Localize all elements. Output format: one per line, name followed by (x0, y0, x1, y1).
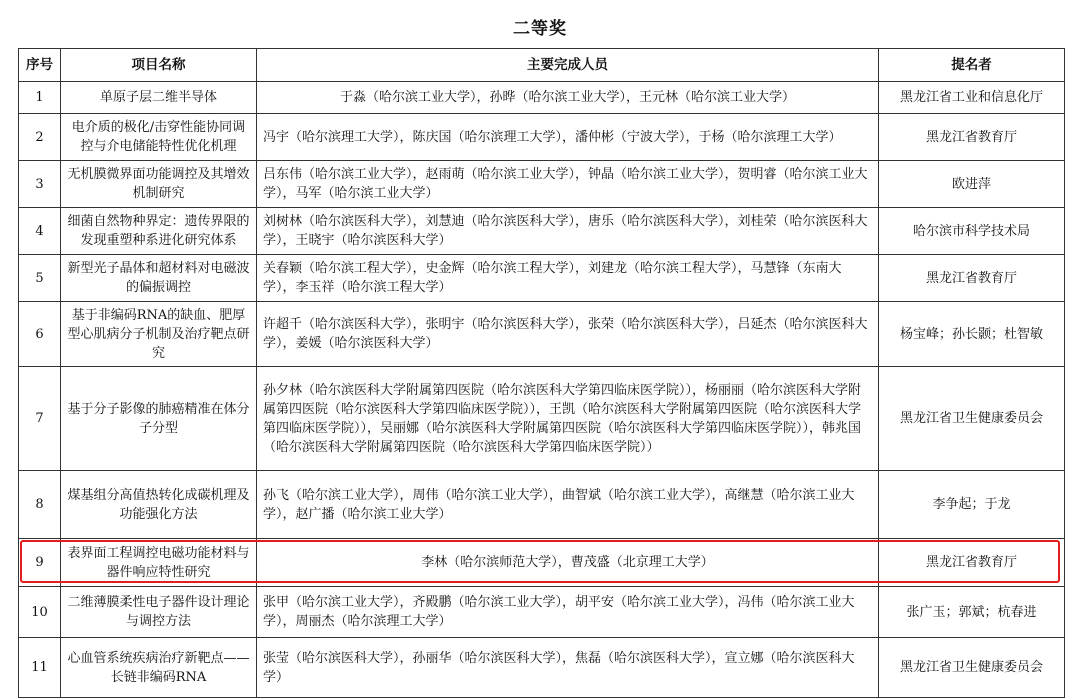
row-nominator: 黑龙江省教育厅 (879, 539, 1065, 587)
row-index: 2 (19, 114, 61, 161)
row-index: 10 (19, 587, 61, 638)
row-nominator: 哈尔滨市科学技术局 (879, 208, 1065, 255)
row-index: 5 (19, 255, 61, 302)
table-row (19, 638, 1065, 698)
row-members: 许超千（哈尔滨医科大学），张明宇（哈尔滨医科大学），张荣（哈尔滨医科大学），吕延杰（哈尔滨医科大学），姜媛（哈尔滨医科大学） (257, 302, 879, 367)
row-nominator: 黑龙江省卫生健康委员会 (879, 367, 1065, 471)
row-index: 6 (19, 302, 61, 367)
row-index: 7 (19, 367, 61, 471)
row-project: 基于分子影像的肺癌精准在体分子分型 (61, 367, 257, 471)
header-members: 主要完成人员 (257, 49, 879, 82)
page-title: 二等奖 (513, 19, 567, 39)
row-nominator: 李争起；于龙 (879, 471, 1065, 539)
row-project: 电介质的极化/击穿性能协同调控与介电储能特性优化机理 (61, 114, 257, 161)
table-row (19, 587, 1065, 638)
row-nominator: 黑龙江省教育厅 (879, 255, 1065, 302)
table-row (19, 367, 1065, 471)
row-project: 煤基组分高值热转化成碳机理及功能强化方法 (61, 471, 257, 539)
header-nominator: 提名者 (879, 49, 1065, 82)
row-nominator: 黑龙江省工业和信息化厅 (879, 82, 1065, 114)
table-row (19, 208, 1065, 255)
row-members: 冯宇（哈尔滨理工大学），陈庆国（哈尔滨理工大学），潘仲彬（宁波大学），于杨（哈尔滨理工大学） (257, 114, 879, 161)
row-members: 孙夕林（哈尔滨医科大学附属第四医院（哈尔滨医科大学第四临床医学院）），杨丽丽（哈尔滨医科大学附属第四医院（哈尔滨医科大学第四临床医学院）），王凯（哈尔滨医科大学附属第四医院（哈尔滨医科大学第四临床医学院）），吴丽娜（哈尔滨医科大学附属第四医院（哈尔滨医科大学第四临床医学院）），韩兆国（哈尔滨医科大学附属第四医院（哈尔滨医科大学第四临床医学院）） (257, 367, 879, 471)
table-row (19, 539, 1065, 587)
row-members: 李林（哈尔滨师范大学），曹茂盛（北京理工大学） (257, 539, 879, 587)
table-header-row (19, 49, 1065, 82)
header-project: 项目名称 (61, 49, 257, 82)
row-index: 11 (19, 638, 61, 698)
row-members: 关春颖（哈尔滨工程大学），史金辉（哈尔滨工程大学），刘建龙（哈尔滨工程大学），马慧锋（东南大学），李玉祥（哈尔滨工程大学） (257, 255, 879, 302)
row-project: 细菌自然物种界定：遗传界限的发现重塑种系进化研究体系 (61, 208, 257, 255)
row-nominator: 张广玉；郭斌；杭春进 (879, 587, 1065, 638)
row-project: 无机膜微界面功能调控及其增效机制研究 (61, 161, 257, 208)
row-members: 张甲（哈尔滨工业大学），齐殿鹏（哈尔滨工业大学），胡平安（哈尔滨工业大学），冯伟（哈尔滨工业大学），周丽杰（哈尔滨理工大学） (257, 587, 879, 638)
row-project: 表界面工程调控电磁功能材料与器件响应特性研究 (61, 539, 257, 587)
row-index: 3 (19, 161, 61, 208)
table-row (19, 302, 1065, 367)
row-project: 基于非编码RNA的缺血、肥厚型心肌病分子机制及治疗靶点研究 (61, 302, 257, 367)
row-project: 心血管系统疾病治疗新靶点——长链非编码RNA (61, 638, 257, 698)
row-members: 孙飞（哈尔滨工业大学），周伟（哈尔滨工业大学），曲智斌（哈尔滨工业大学），高继慧（哈尔滨工业大学），赵广播（哈尔滨工业大学） (257, 471, 879, 539)
row-members: 于淼（哈尔滨工业大学），孙晔（哈尔滨工业大学），王元林（哈尔滨工业大学） (257, 82, 879, 114)
row-nominator: 欧进萍 (879, 161, 1065, 208)
table-row (19, 161, 1065, 208)
row-project: 新型光子晶体和超材料对电磁波的偏振调控 (61, 255, 257, 302)
table-row (19, 255, 1065, 302)
header-index: 序号 (19, 49, 61, 82)
row-nominator: 黑龙江省教育厅 (879, 114, 1065, 161)
row-index: 8 (19, 471, 61, 539)
row-index: 4 (19, 208, 61, 255)
row-members: 刘树林（哈尔滨医科大学），刘慧迪（哈尔滨医科大学），唐乐（哈尔滨医科大学），刘桂荣（哈尔滨医科大学），王晓宇（哈尔滨医科大学） (257, 208, 879, 255)
row-project: 单原子层二维半导体 (61, 82, 257, 114)
row-members: 张莹（哈尔滨医科大学），孙丽华（哈尔滨医科大学），焦磊（哈尔滨医科大学），宣立娜（哈尔滨医科大学） (257, 638, 879, 698)
row-nominator: 杨宝峰；孙长颢；杜智敏 (879, 302, 1065, 367)
row-index: 1 (19, 82, 61, 114)
row-index: 9 (19, 539, 61, 587)
row-nominator: 黑龙江省卫生健康委员会 (879, 638, 1065, 698)
awards-table (18, 48, 1065, 698)
table-row (19, 82, 1065, 114)
table-row (19, 471, 1065, 539)
row-project: 二维薄膜柔性电子器件设计理论与调控方法 (61, 587, 257, 638)
row-members: 吕东伟（哈尔滨工业大学），赵雨萌（哈尔滨工业大学），钟晶（哈尔滨工业大学），贺明睿（哈尔滨工业大学），马军（哈尔滨工业大学） (257, 161, 879, 208)
table-row (19, 114, 1065, 161)
